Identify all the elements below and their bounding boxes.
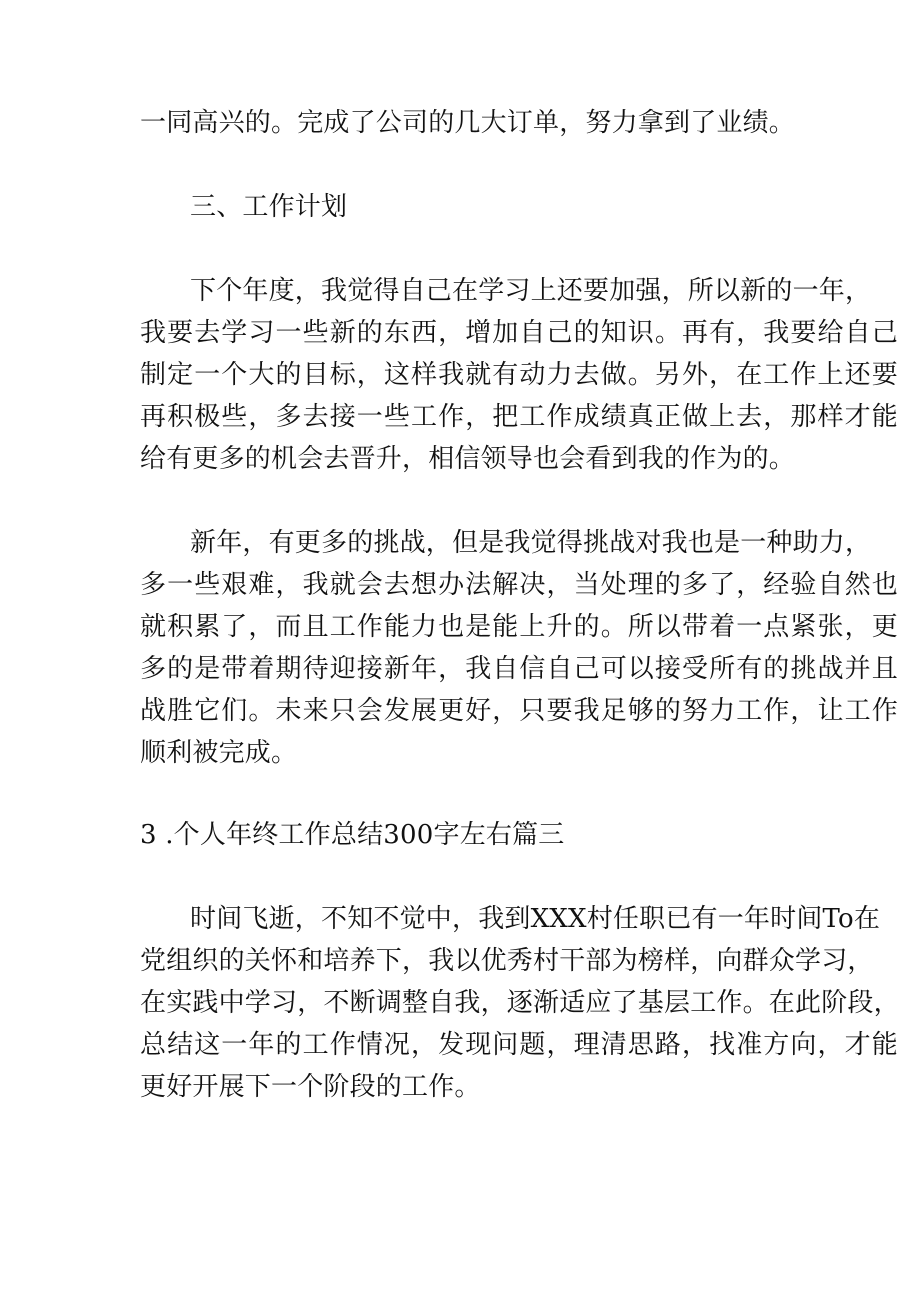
paragraph-line-10: 就积累了，而且工作能力也是能上升的。所以带着一点紧张，更 xyxy=(140,612,899,642)
paragraph-line-16: 党组织的关怀和培养下，我以优秀村干部为榜样，向群众学习， xyxy=(140,946,874,976)
paragraph-line-13: 顺利被完成。 xyxy=(140,738,298,768)
paragraph-line-3: 下个年度，我觉得自己在学习上还要加强，所以新的一年， xyxy=(190,276,872,306)
paragraph-line-4: 我要去学习一些新的东西，增加自己的知识。再有，我要给自己 xyxy=(140,318,899,348)
paragraph-line-7: 给有更多的机会去晋升，相信领导也会看到我的作为的。 xyxy=(140,444,796,474)
paragraph-line-9: 多一些艰难，我就会去想办法解决，当处理的多了，经验自然也 xyxy=(140,570,899,600)
paragraph-line-11: 多的是带着期待迎接新年，我自信自己可以接受所有的挑战并且 xyxy=(140,654,899,684)
section-heading-work-plan: 三、工作计划 xyxy=(190,192,348,222)
paragraph-line-1: 一同高兴的。完成了公司的几大订单，努力拿到了业绩。 xyxy=(140,108,796,138)
paragraph-line-12: 战胜它们。未来只会发展更好，只要我足够的努力工作，让工作 xyxy=(140,696,899,726)
paragraph-line-6: 再积极些，多去接一些工作，把工作成绩真正做上去，那样才能 xyxy=(140,402,899,432)
section-heading-year-end-summary: 3 .个人年终工作总结300字左右篇三 xyxy=(140,820,565,850)
paragraph-line-18: 总结这一年的工作情况，发现问题，理清思路，找准方向，才能 xyxy=(140,1030,899,1060)
paragraph-line-8: 新年，有更多的挑战，但是我觉得挑战对我也是一种助力， xyxy=(190,528,872,558)
paragraph-line-5: 制定一个大的目标，这样我就有动力去做。另外，在工作上还要 xyxy=(140,360,899,390)
paragraph-line-19: 更好开展下一个阶段的工作。 xyxy=(140,1072,481,1102)
paragraph-line-17: 在实践中学习，不断调整自我，逐渐适应了基层工作。在此阶段， xyxy=(140,988,900,1018)
paragraph-line-15: 时间飞逝，不知不觉中，我到XXX村任职已有一年时间To在 xyxy=(190,904,881,934)
